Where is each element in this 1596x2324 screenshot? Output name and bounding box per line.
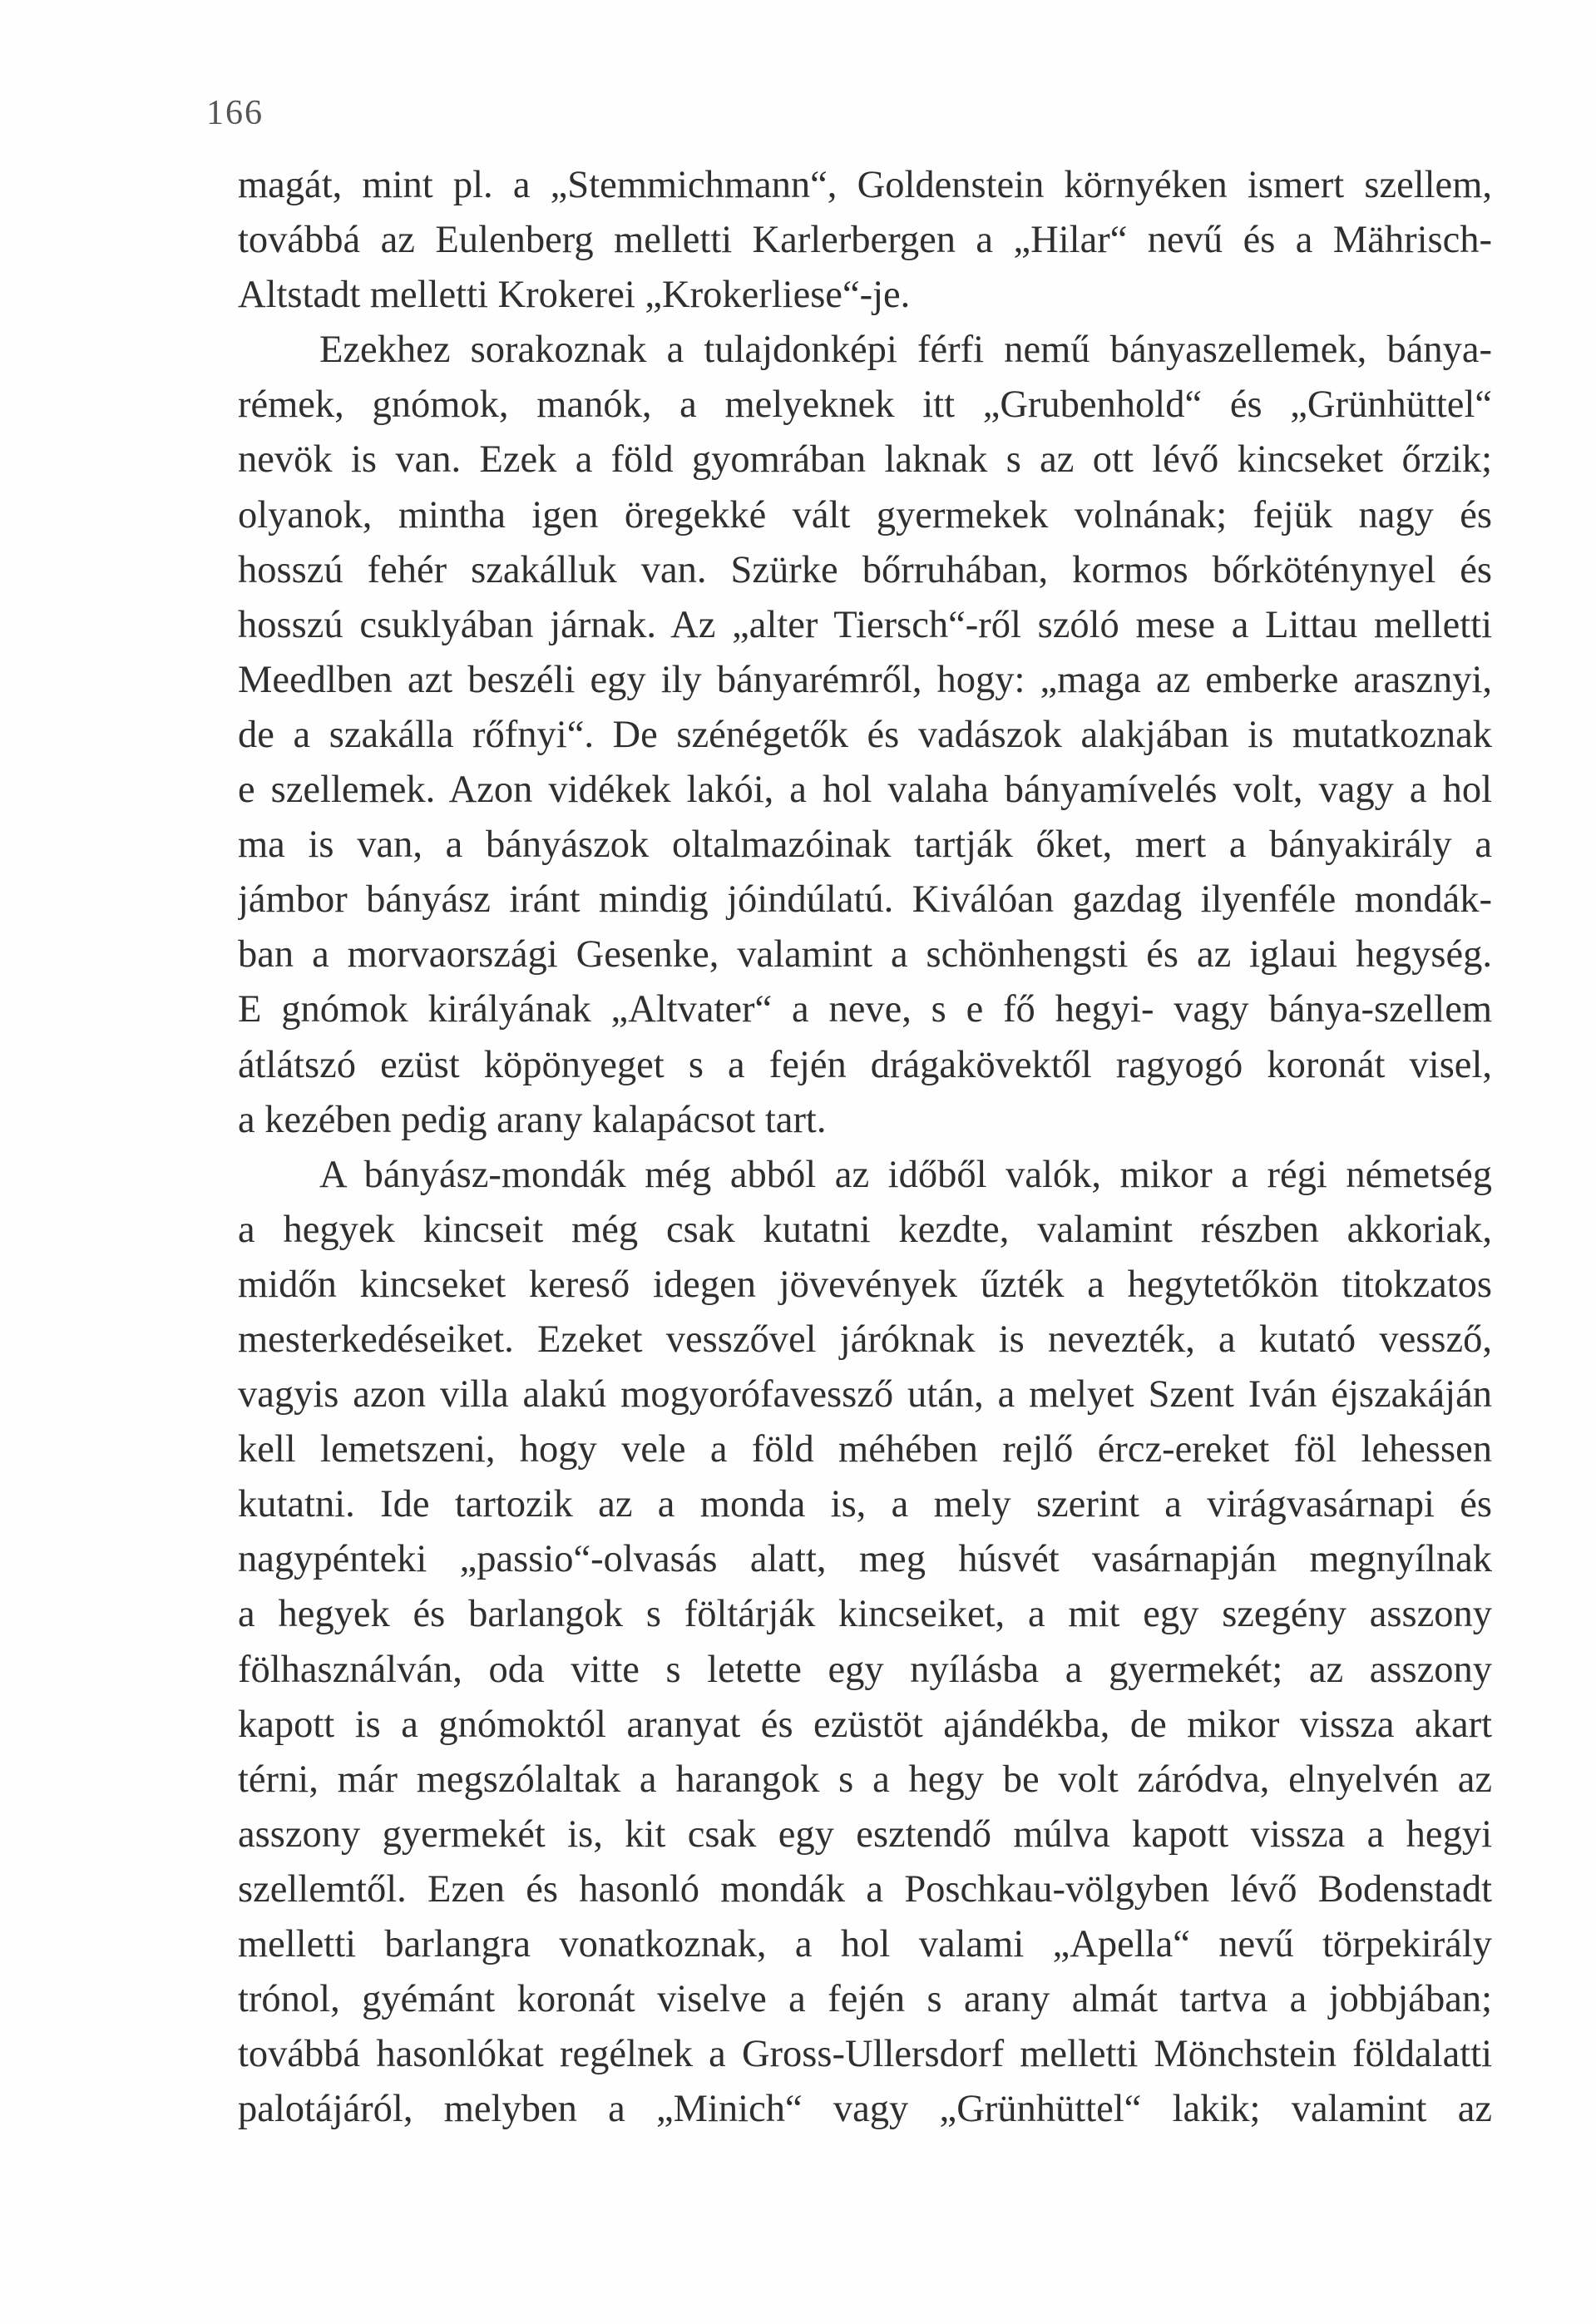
text-line: a hegyek kincseit még csak kutatni kezdte, valamint részben akkoriak, xyxy=(238,1208,1492,1251)
text-line: kapott is a gnómoktól aranyat és ezüstöt ajándékba, de mikor vissza akart xyxy=(238,1703,1492,1746)
text-line: asszony gyermekét is, kit csak egy esztendő múlva kapott vissza a hegyi xyxy=(238,1812,1492,1856)
text-line: e szellemek. Azon vidékek lakói, a hol valaha bányamívelés volt, vagy a hol xyxy=(238,769,1492,812)
text-line: midőn kincseket kereső idegen jövevények űzték a hegytetőkön titokzatos xyxy=(238,1263,1492,1306)
text-line: palotájáról, melyben a „Minich“ vagy „Grünhüttel“ lakik; valamint az xyxy=(238,2088,1492,2131)
text-line: olyanok, mintha igen öregekké vált gyermekek volnának; fejük nagy és xyxy=(238,493,1492,536)
text-line: továbbá hasonlókat regélnek a Gross-Ullersdorf melletti Mönchstein földalatti xyxy=(238,2033,1492,2076)
text-line: hosszú fehér szakálluk van. Szürke bőrruhában, kormos bőrköténynyel és xyxy=(238,548,1492,591)
text-line: szellemtől. Ezen és hasonló mondák a Poschkau-völgyben lévő Bodenstadt xyxy=(238,1867,1492,1911)
text-line: Ezekhez sorakoznak a tulajdonképi férfi nemű bányaszellemek, bánya- xyxy=(319,329,1492,372)
text-line: ban a morvaországi Gesenke, valamint a schönhengsti és az iglaui hegység. xyxy=(238,933,1492,977)
text-line: Altstadt melletti Krokerei „Krokerliese“-je. xyxy=(238,274,911,317)
text-line: a hegyek és barlangok s föltárják kincseiket, a mit egy szegény asszony xyxy=(238,1593,1492,1636)
text-line: ma is van, a bányászok oltalmazóinak tartják őket, mert a bányakirály a xyxy=(238,823,1492,867)
text-line: Meedlben azt beszéli egy ily bányarémről, hogy: „maga az emberke arasznyi, xyxy=(238,658,1492,701)
text-line: A bányász-mondák még abból az időből valók, mikor a régi németség xyxy=(319,1153,1492,1196)
text-line: vagyis azon villa alakú mogyorófavessző után, a melyet Szent Iván éjszakáján xyxy=(238,1373,1492,1417)
text-line: mesterkedéseiket. Ezeket vesszővel járóknak is nevezték, a kutató vessző, xyxy=(238,1318,1492,1361)
page-number: 166 xyxy=(206,94,264,132)
text-line: trónol, gyémánt koronát viselve a fején s arany almát tartva a jobbjában; xyxy=(238,1978,1492,2021)
text-line: átlátszó ezüst köpönyeget s a fején drágakövektől ragyogó koronát visel, xyxy=(238,1043,1492,1086)
text-line: nagypénteki „passio“-olvasás alatt, meg húsvét vasárnapján megnyílnak xyxy=(238,1538,1492,1581)
text-line: hosszú csuklyában járnak. Az „alter Tiersch“-ről szóló mese a Littau melletti xyxy=(238,603,1492,646)
text-line: fölhasználván, oda vitte s letette egy nyílásba a gyermekét; az asszony xyxy=(238,1648,1492,1691)
text-line: kell lemetszeni, hogy vele a föld méhében rejlő ércz-ereket föl lehessen xyxy=(238,1428,1492,1471)
text-line: magát, mint pl. a „Stemmichmann“, Goldenstein környéken ismert szellem, xyxy=(238,164,1492,206)
text-line: nevök is van. Ezek a föld gyomrában laknak s az ott lévő kincseket őrzik; xyxy=(238,438,1492,482)
text-line: a kezében pedig arany kalapácsot tart. xyxy=(238,1098,827,1141)
text-line: térni, már megszólaltak a harangok s a hegy be volt záródva, elnyelvén az xyxy=(238,1758,1492,1801)
body-text xyxy=(238,158,1492,2137)
text-line: kutatni. Ide tartozik az a monda is, a mely szerint a virágvasárnapi és xyxy=(238,1483,1492,1526)
text-line: E gnómok királyának „Altvater“ a neve, s e fő hegyi- vagy bánya-szellem xyxy=(238,988,1492,1031)
text-line: jámbor bányász iránt mindig jóindúlatú. Kiválóan gazdag ilyenféle mondák- xyxy=(238,878,1492,922)
text-line: de a szakálla rőfnyi“. De szénégetők és vadászok alakjában is mutatkoznak xyxy=(238,713,1492,756)
text-line: továbbá az Eulenberg melletti Karlerbergen a „Hilar“ nevű és a Mährisch- xyxy=(238,219,1492,262)
text-line: rémek, gnómok, manók, a melyeknek itt „Grubenhold“ és „Grünhüttel“ xyxy=(238,383,1492,427)
text-line: melletti barlangra vonatkoznak, a hol valami „Apella“ nevű törpekirály xyxy=(238,1923,1492,1966)
